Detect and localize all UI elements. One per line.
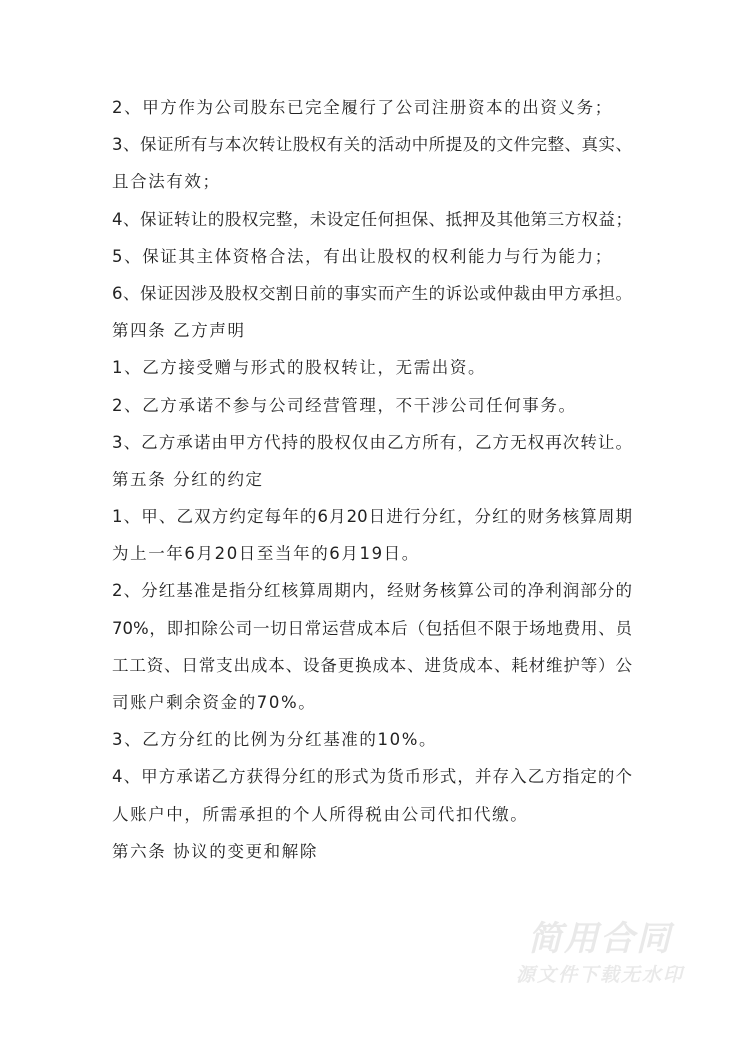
document-body xyxy=(112,89,632,870)
paragraph-line: 3、保证所有与本次转让股权有关的活动中所提及的文件完整、真实、 xyxy=(112,135,632,155)
paragraph-line: 3、乙方分红的比例为分红基准的10%。 xyxy=(112,730,438,750)
paragraph-line: 70%，即扣除公司一切日常运营成本后（包括但不限于场地费用、员 xyxy=(112,618,632,638)
paragraph-line: 2、乙方承诺不参与公司经营管理，不干涉公司任何事务。 xyxy=(112,395,577,415)
section-heading: 第六条 协议的变更和解除 xyxy=(112,841,318,861)
paragraph-line: 司账户剩余资金的70%。 xyxy=(112,693,317,712)
paragraph-line: 6、保证因涉及股权交割日前的事实而产生的诉讼或仲裁由甲方承担。 xyxy=(112,283,632,303)
paragraph-line: 3、乙方承诺由甲方代持的股权仅由乙方所有，乙方无权再次转让。 xyxy=(112,432,632,452)
paragraph-line: 2、分红基准是指分红核算周期内，经财务核算公司的净利润部分的 xyxy=(112,581,632,601)
paragraph-line: 人账户中，所需承担的个人所得税由公司代扣代缴。 xyxy=(112,804,529,824)
watermark-logo xyxy=(510,918,690,990)
paragraph-line: 且合法有效； xyxy=(112,172,221,192)
paragraph-line: 1、乙方接受赠与形式的股权转让，无需出资。 xyxy=(112,358,487,378)
watermark-title: 简用合同 xyxy=(528,919,672,959)
paragraph-line: 4、甲方承诺乙方获得分红的形式为货币形式，并存入乙方指定的个 xyxy=(112,767,632,787)
paragraph-line: 1、甲、乙双方约定每年的6月20日进行分红，分红的财务核算周期 xyxy=(112,507,632,527)
paragraph-line: 2、甲方作为公司股东已完全履行了公司注册资本的出资义务； xyxy=(112,98,613,117)
paragraph-line: 4、保证转让的股权完整，未设定任何担保、抵押及其他第三方权益； xyxy=(112,209,632,229)
paragraph-line: 工工资、日常支出成本、设备更换成本、进货成本、耗材维护等）公 xyxy=(112,655,632,675)
section-heading: 第五条 分红的约定 xyxy=(112,469,264,489)
paragraph-line: 5、保证其主体资格合法，有出让股权的权利能力与行为能力； xyxy=(112,246,613,266)
watermark-subtitle: 源文件下载无水印 xyxy=(515,964,684,986)
paragraph-line: 为上一年6月20日至当年的6月19日。 xyxy=(112,544,420,564)
section-heading: 第四条 乙方声明 xyxy=(112,321,246,341)
